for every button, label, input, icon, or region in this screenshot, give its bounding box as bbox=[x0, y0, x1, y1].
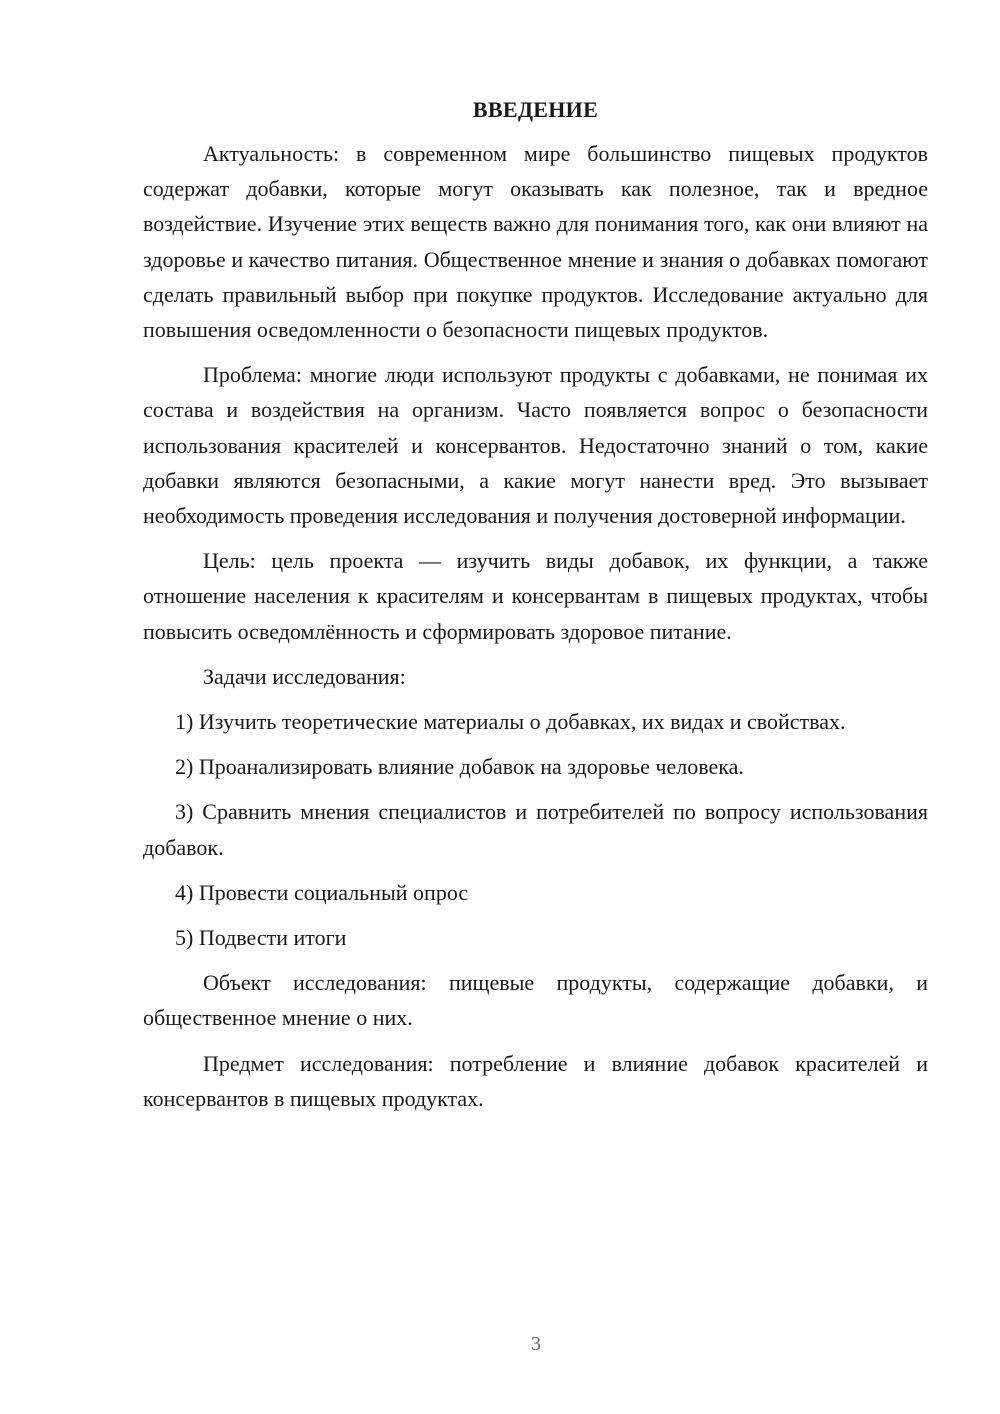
paragraph-tasks-intro: Задачи исследования: bbox=[203, 663, 406, 689]
task-item: 2) Проанализировать влияние добавок на здоровье человека. bbox=[175, 754, 744, 780]
paragraph-object: Объект исследования: пищевые продукты, содержащие добавки, и общественное мнение о них. bbox=[143, 970, 928, 1031]
paragraph-relevance: Актуальность: в современном мире большинство пищевых продуктов содержат добавки, которые могут оказывать как полезное, так и вредное воздействие. Изучение этих веществ важно для понимания того, как они влияют на здоровье и качество питания. Общественное мнение и знания о добавках помогают сделать правильный выбор при покупке продуктов. Исследование актуально для повышения осведомленности о безопасности пищевых продуктов. bbox=[143, 141, 928, 343]
paragraph-goal: Цель: цель проекта — изучить виды добавок, их функции, а также отношение населения к красителям и консервантам в пищевых продуктах, чтобы повысить осведомлённость и сформировать здоровое питание. bbox=[143, 548, 928, 644]
paragraph-subject: Предмет исследования: потребление и влияние добавок красителей и консервантов в пищевых продуктах. bbox=[143, 1050, 928, 1111]
task-item: 5) Подвести итоги bbox=[175, 925, 347, 951]
paragraph-problem: Проблема: многие люди используют продукты с добавками, не понимая их состава и воздействия на организм. Часто появляется вопрос о безопасности использования красителей и консервантов. Недостаточно знаний о том, какие добавки являются безопасными, а какие могут нанести вред. Это вызывает необходимость проведения исследования и получения достоверной информации. bbox=[143, 362, 928, 529]
section-heading: ВВЕДЕНИЕ bbox=[472, 97, 599, 122]
task-item: 4) Провести социальный опрос bbox=[175, 879, 469, 905]
task-item: 1) Изучить теоретические материалы о добавках, их видах и свойствах. bbox=[175, 709, 846, 735]
task-item: 3) Сравнить мнения специалистов и потребителей по вопросу использования добавок. bbox=[143, 799, 928, 860]
page-number: 3 bbox=[531, 1333, 541, 1355]
page-content bbox=[143, 94, 928, 1126]
